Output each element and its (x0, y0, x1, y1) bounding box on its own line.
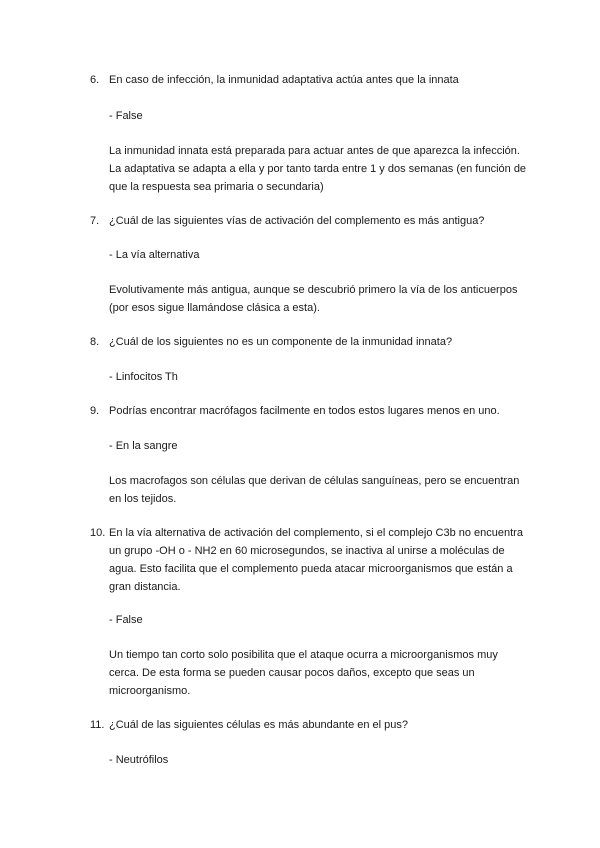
answer-7: - La vía alternativa (109, 249, 200, 261)
question-number: 10. (90, 527, 106, 539)
explanation-10: Un tiempo tan corto solo posibilita que el ataque ocurra a microorganismos muy cerca. De esta forma se pueden causar pocos daños, excepto que seas un microorganismo. (109, 649, 498, 697)
question-9 (90, 402, 530, 420)
explanation-6: La inmunidad innata está preparada para actuar antes de que aparezca la infección. La adaptativa se adapta a ella y por tanto tarda entre 1 y dos semanas (en función de que la respuesta sea primaria o secundaria) (109, 145, 527, 193)
question-10 (90, 524, 530, 596)
answer-6: - False (109, 110, 143, 122)
question-number: 6. (90, 74, 100, 86)
question-11 (90, 716, 530, 734)
answer-11: - Neutrófilos (109, 754, 169, 766)
question-text: ¿Cuál de los siguientes no es un componente de la inmunidad innata? (109, 336, 453, 348)
question-text: En la vía alternativa de activación del complemento, si el complejo C3b no encuentra un grupo -OH o - NH2 en 60 microsegundos, se inactiva al unirse a moléculas de agua. Esto facilita que el complemento pueda atacar microorganismos que están a gran distancia. (109, 527, 523, 593)
question-number: 9. (90, 405, 100, 417)
answer-9: - En la sangre (109, 440, 178, 452)
answer-10: - False (109, 614, 143, 626)
question-8 (90, 333, 530, 351)
answer-8: - Linfocitos Th (109, 371, 178, 383)
question-number: 8. (90, 336, 100, 348)
explanation-7: Evolutivamente más antigua, aunque se descubrió primero la vía de los anticuerpos (por esos sigue llamándose clásica a esta). (109, 284, 518, 314)
question-number: 7. (90, 215, 100, 227)
explanation-9: Los macrofagos son células que derivan de células sanguíneas, pero se encuentran en los tejidos. (109, 475, 520, 505)
question-text: ¿Cuál de las siguientes vías de activación del complemento es más antigua? (109, 215, 485, 227)
question-6 (90, 71, 530, 89)
question-7 (90, 212, 530, 230)
question-text: En caso de infección, la inmunidad adaptativa actúa antes que la innata (109, 74, 459, 86)
question-number: 11. (90, 719, 105, 731)
question-text: ¿Cuál de las siguientes células es más abundante en el pus? (109, 719, 409, 731)
question-text: Podrías encontrar macrófagos facilmente en todos estos lugares menos en uno. (109, 405, 500, 417)
